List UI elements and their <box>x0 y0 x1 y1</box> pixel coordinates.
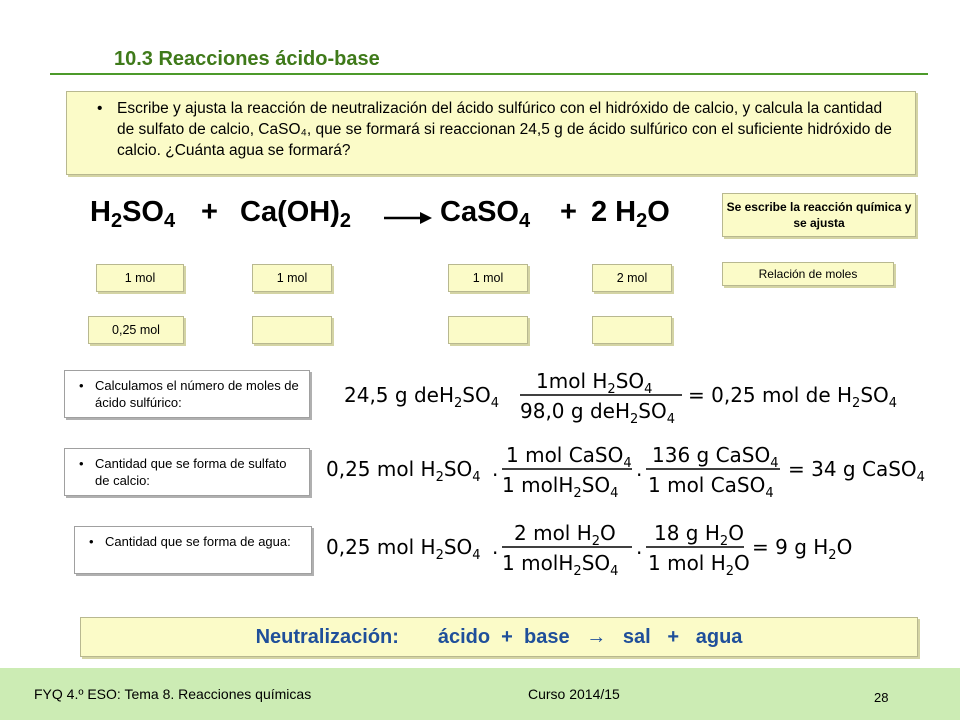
svg-text:.: . <box>492 457 499 481</box>
product-caso4: CaSO$_4$ <box>440 196 531 232</box>
formula-moles-acid <box>340 362 900 426</box>
product-h2o: 2 $H_2O$ <box>591 196 670 232</box>
svg-text:2 mol H2O: 2 mol $H_2O$ <box>514 521 616 549</box>
mole-box-caso4: 1 mol <box>448 264 528 292</box>
svg-text:0,25 mol H2SO4: 0,25 mol $H_2SO_4$ <box>326 535 481 563</box>
mole-box-h2o: 2 mol <box>592 264 672 292</box>
svg-text:1 mol CaSO4: 1 mol CaSO$_4$ <box>648 473 774 500</box>
svg-text:.: . <box>636 457 643 481</box>
reaction-arrow-icon <box>384 211 432 225</box>
reactant-caoh2: $Ca(OH)_2$ <box>240 196 352 232</box>
slide-title: 10.3 Reacciones ácido-base <box>114 48 380 70</box>
step-text-1: Calculamos el número de moles de ácido sulfúrico: <box>95 378 299 410</box>
footer-course-title: FYQ 4.º ESO: Tema 8. Reacciones químicas <box>34 686 312 702</box>
svg-text:0,25 mol H2SO4: 0,25 mol $H_2SO_4$ <box>326 457 481 485</box>
task-bullet: • <box>97 100 103 117</box>
step-box-calcium-sulfate: • Cantidad que se forma de sulfato de calcio: <box>64 448 310 496</box>
note-mole-ratio: Relación de moles <box>722 262 894 286</box>
svg-text:18 g H2O: 18 g $H_2O$ <box>654 521 744 549</box>
svg-text:.: . <box>636 535 643 559</box>
neutralization-summary: Neutralización: ácido + base → sal + agua <box>80 617 918 657</box>
footer-school-year: Curso 2014/15 <box>528 686 620 702</box>
page-number: 28 <box>874 690 889 705</box>
svg-text:1 mol H2O: 1 mol $H_2O$ <box>648 551 750 578</box>
svg-text:1 molH2SO4: 1 $molH_2SO_4$ <box>502 473 619 500</box>
step-box-water: • Cantidad que se forma de agua: <box>74 526 312 574</box>
svg-text:.: . <box>492 535 499 559</box>
step-text-3: Cantidad que se forma de agua: <box>105 534 291 549</box>
title-divider <box>50 73 928 75</box>
note-write-reaction: Se escribe la reacción química y se ajusta <box>722 193 916 237</box>
svg-text:= 34 g CaSO4: = 34 g CaSO$_4$ <box>788 457 925 485</box>
step-text-2: Cantidad que se forma de sulfato de calcio: <box>95 456 287 488</box>
formula-water <box>324 514 864 578</box>
mole-box-caso4-empty <box>448 316 528 344</box>
svg-text:24,5 g deH2SO4: 24,5 g $deH_2SO_4$ <box>344 383 499 411</box>
reactant-h2so4: $H_2SO_4$ <box>90 196 176 232</box>
svg-text:1mol H2SO4: 1mol $H_2SO_4$ <box>536 369 653 397</box>
mole-box-h2o-empty <box>592 316 672 344</box>
mole-box-caoh2-empty <box>252 316 332 344</box>
mole-box-h2so4-given: 0,25 mol <box>88 316 184 344</box>
formula-calcium-sulfate <box>324 436 960 500</box>
task-text: Escribe y ajusta la reacción de neutralización del ácido sulfúrico con el hidróxido de calcio, y calcula la cantidad de sulfato de calcio, CaSO₄, que se formará si reaccionan 24,5 g de ácido sulfúrico con el suficiente hidróxido de calcio. ¿Cuánta agua se formará? <box>117 100 892 159</box>
svg-text:98,0 g deH2SO4: 98,0 g $deH_2SO_4$ <box>520 399 675 426</box>
mole-box-caoh2: 1 mol <box>252 264 332 292</box>
plus-sign-2: + <box>560 196 577 228</box>
step-box-moles-acid: • Calculamos el número de moles de ácido sulfúrico: <box>64 370 310 418</box>
svg-text:1 molH2SO4: 1 $molH_2SO_4$ <box>502 551 619 578</box>
svg-text:1 mol CaSO4: 1 mol CaSO$_4$ <box>506 443 632 471</box>
svg-text:136 g CaSO4: 136 g CaSO$_4$ <box>652 443 779 471</box>
task-statement-box <box>66 91 916 175</box>
mole-box-h2so4: 1 mol <box>96 264 184 292</box>
plus-sign-1: + <box>201 196 218 228</box>
svg-text:= 0,25 mol de H2SO4: = 0,25 mol de $H_2SO_4$ <box>688 383 898 411</box>
svg-text:= 9 g H2O: = 9 g $H_2O$ <box>752 535 853 563</box>
